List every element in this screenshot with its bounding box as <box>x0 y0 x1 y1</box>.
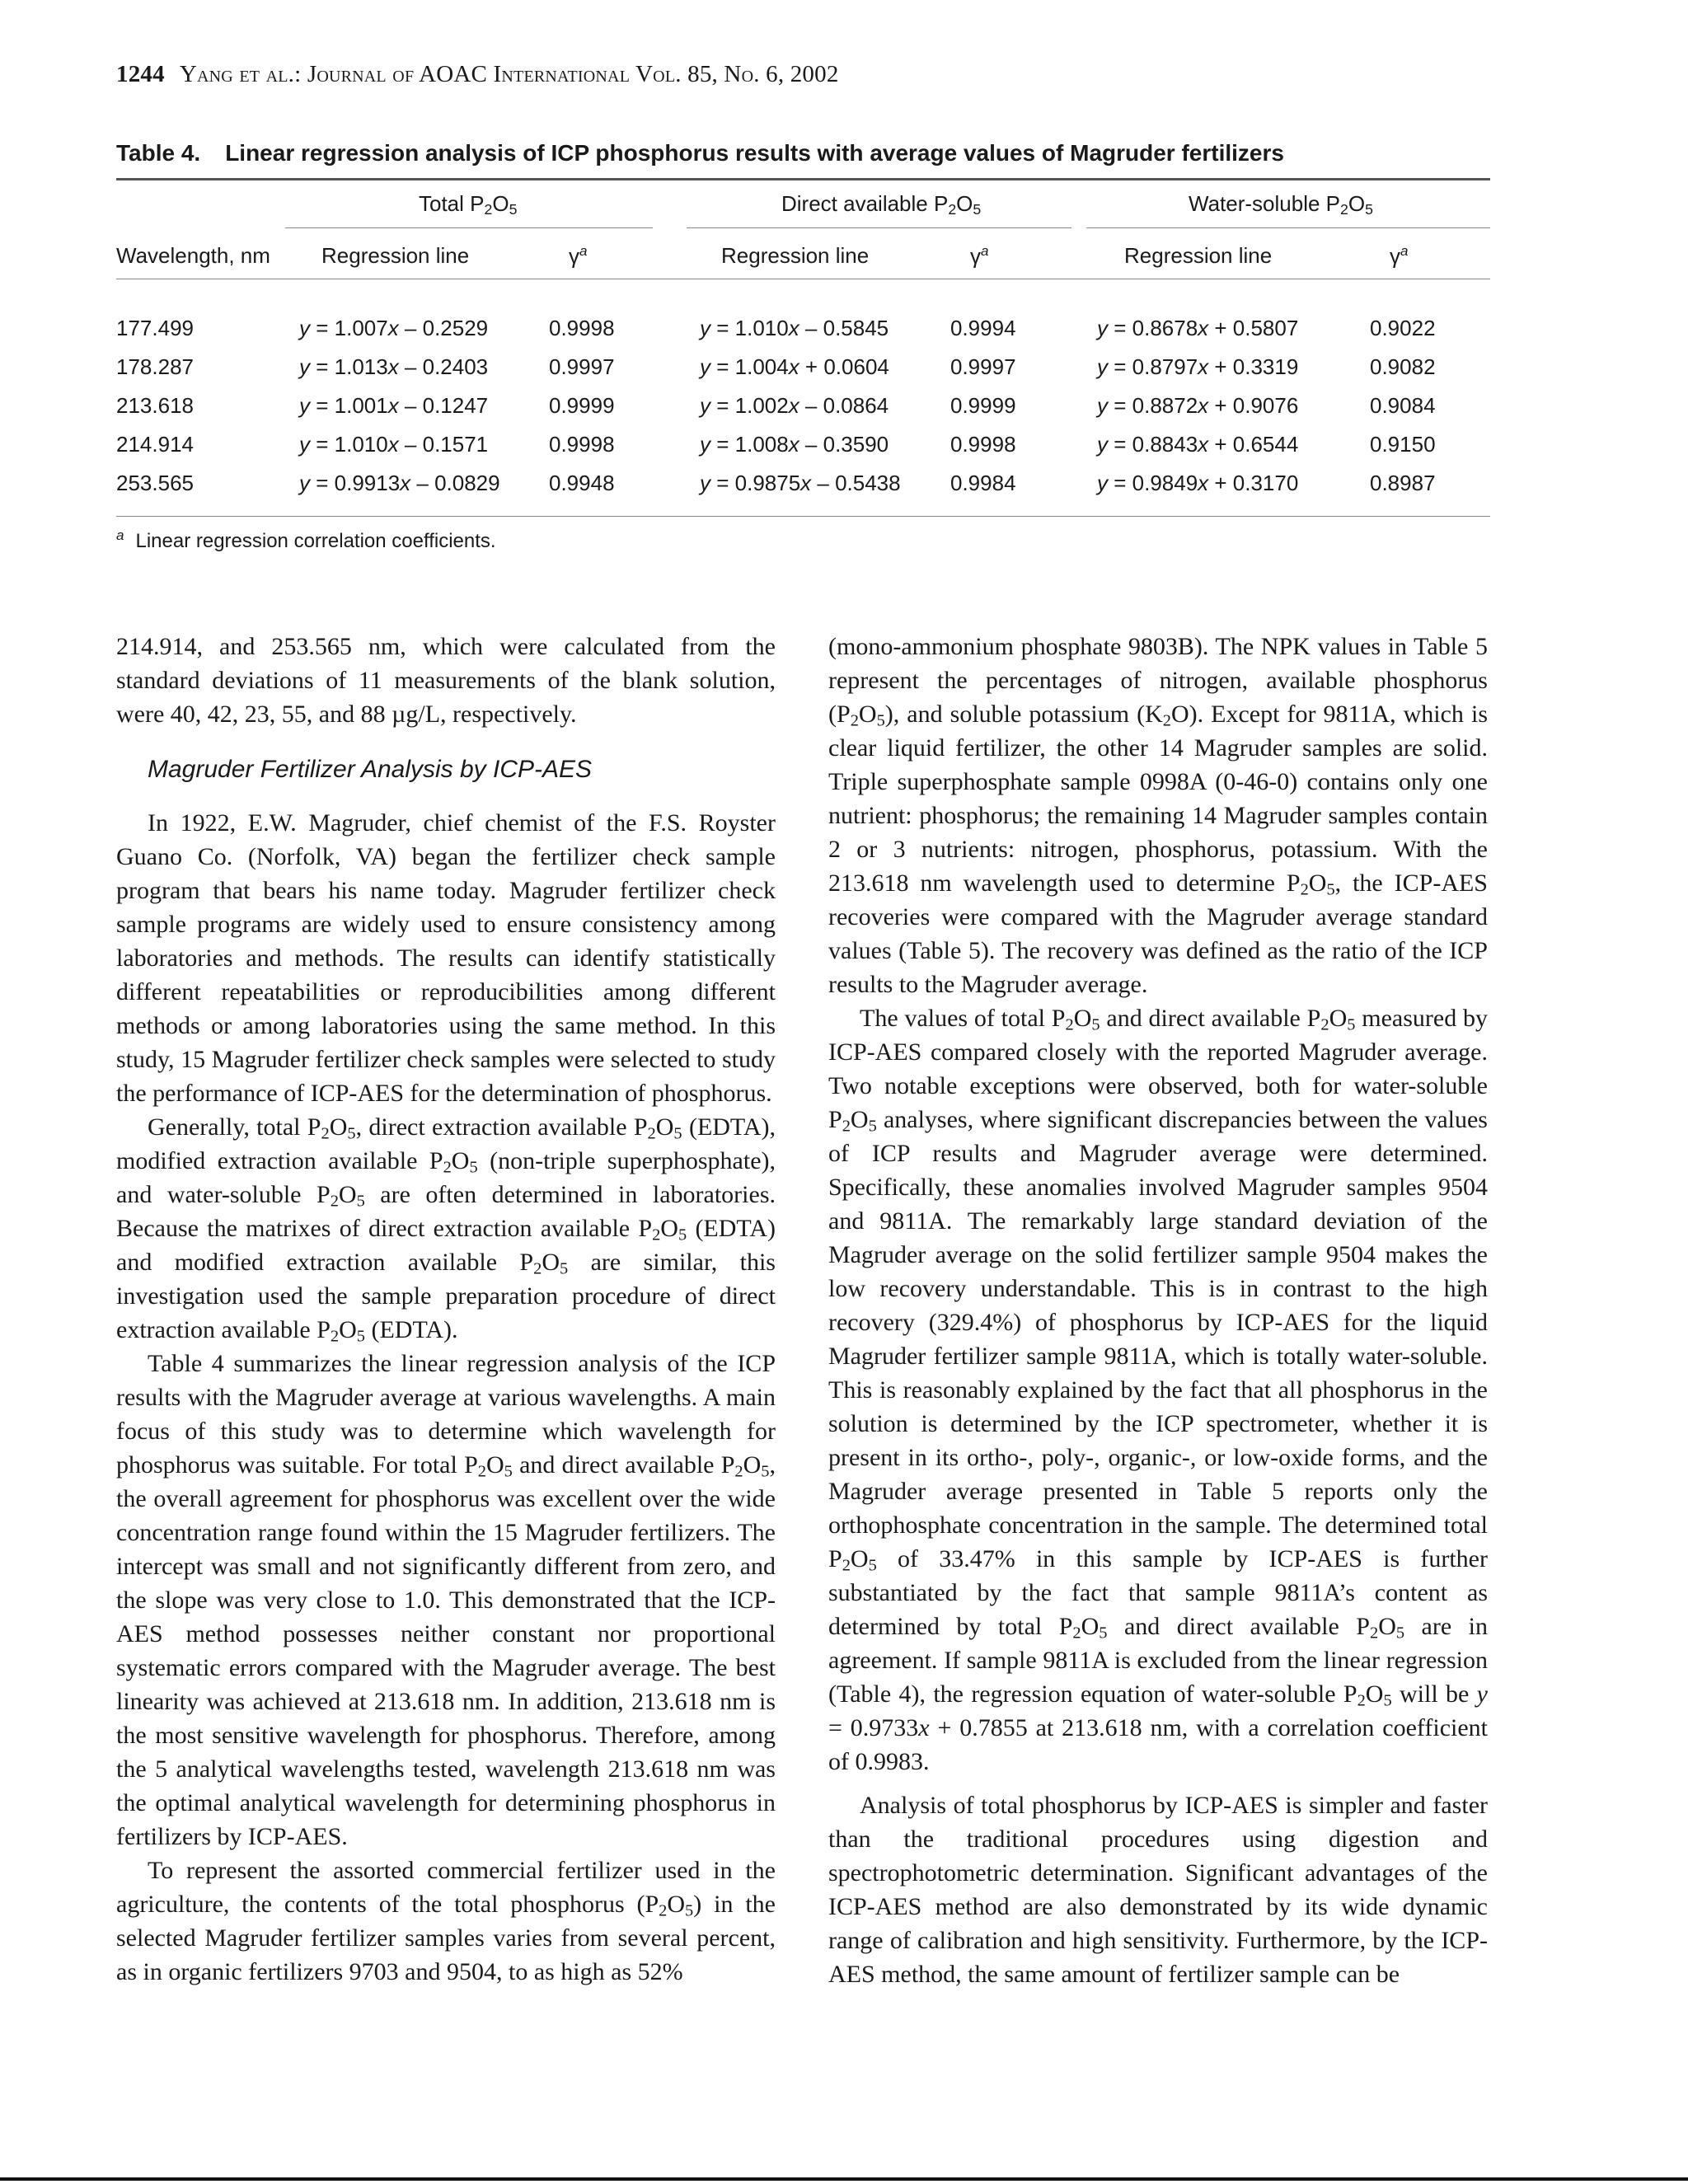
cell-wavelength: 253.565 <box>116 471 194 495</box>
cell-total-gamma: 0.9997 <box>549 354 615 379</box>
cell-direct-gamma: 0.9994 <box>950 316 1016 340</box>
footnote-mark: a <box>116 527 124 543</box>
table-caption <box>116 140 1493 166</box>
cell-total-regression: y = 1.001x – 0.1247 <box>299 393 489 418</box>
cell-wavelength: 177.499 <box>116 316 194 340</box>
cell-wavelength: 178.287 <box>116 354 194 379</box>
cell-total-regression: y = 1.013x – 0.2403 <box>299 354 489 379</box>
cell-water-regression: y = 0.9849x + 0.3170 <box>1097 471 1299 495</box>
cell-direct-gamma: 0.9998 <box>950 432 1016 457</box>
table-caption-text: Linear regression analysis of ICP phosphorus results with average values of Magruder fertilizers <box>225 140 1284 166</box>
col-header-direct-regression: Regression line <box>721 243 870 268</box>
group-header-total <box>419 191 517 217</box>
right-paragraph-2: Analysis of total phosphorus by ICP-AES is simpler and faster than the traditional procedures using digestion and spectrophotometric determination. Significant advantages of the ICP-AES method are also demonstrated by its wide dynamic range of calibration and high sensitivity. Furthermore, by the ICP-AES method, the same amount of fertilizer sample can be <box>828 1792 1488 1988</box>
cell-water-regression: y = 0.8872x + 0.9076 <box>1097 393 1299 418</box>
cell-direct-regression: y = 0.9875x – 0.5438 <box>700 471 901 495</box>
right-paragraph-0: (mono-ammonium phosphate 9803B). The NPK values in Table 5 represent the percentages of nitrogen, available phosphorus $(P_2O_5)$, and soluble potassium $(K_2O)$. Except for 9811A, which is clear liquid fertilizer, the other 14 Magruder samples are solid. Triple superphosphate sample 0998A (0-46-0) contains only one nutrient: phosphorus; the remaining 14 Magruder samples contain 2 or 3 nutrients: nitrogen, phosphorus, potassium. With the 213.618 nm wavelength used to determine $P_2O_5$, the ICP-AES recoveries were compared with the Magruder average standard values (Table 5). The recovery was defined as the ratio of the ICP results to the Magruder average. <box>828 633 1488 998</box>
cell-total-regression: y = 1.010x – 0.1571 <box>299 432 489 457</box>
left-paragraph-2: Generally, total $P_2O_5$, direct extraction available $P_2O_5$ (EDTA), modified extraction available $P_2O_5$ (non-triple superphosphate), and water-soluble $P_2O_5$ are often determined in laboratories. Because the matrixes of direct extraction available $P_2O_5$ (EDTA) and modified extraction available $P_2O_5$ are similar, this investigation used the sample preparation procedure of direct extraction available $P_2O_5$ (EDTA). <box>116 1113 776 1346</box>
group-rule-total <box>285 227 653 228</box>
cell-water-regression: y = 0.8843x + 0.6544 <box>1097 432 1299 457</box>
left-intro-paragraph: 214.914, and 253.565 nm, which were calculated from the standard deviations of 11 measurements of the blank solution, were 40, 42, 23, 55, and 88 µg/L, respectively. <box>116 633 776 728</box>
col-header-direct-gamma <box>970 243 988 269</box>
table-label: Table 4. <box>116 140 201 166</box>
table-footnote <box>116 527 496 553</box>
cell-total-regression: y = 0.9913x – 0.0829 <box>299 471 500 495</box>
col-header-wavelength: Wavelength, nm <box>116 243 270 268</box>
group-header-total-text: Total $P_2O_5$ <box>419 191 518 218</box>
cell-direct-gamma: 0.9997 <box>950 354 1016 379</box>
cell-total-gamma: 0.9948 <box>549 471 615 495</box>
group-rule-water <box>1086 227 1490 228</box>
gamma-footnote-mark: a <box>1400 243 1409 259</box>
page-number: 1244 <box>116 61 165 87</box>
left-paragraph-4: To represent the assorted commercial fertilizer used in the agriculture, the contents of the total phosphorus $(P_2O_5)$ in the selected Magruder fertilizer samples varies from several percent, as in organic fertilizers 9703 and 9504, to as high as 52% <box>116 1857 776 1985</box>
cell-water-regression: y = 0.8797x + 0.3319 <box>1097 354 1299 379</box>
cell-direct-regression: y = 1.002x – 0.0864 <box>700 393 889 418</box>
cell-wavelength: 214.914 <box>116 432 194 457</box>
cell-total-regression: y = 1.007x – 0.2529 <box>299 316 489 340</box>
col-header-water-regression: Regression line <box>1124 243 1273 268</box>
table-top-rule <box>116 178 1490 180</box>
cell-direct-gamma: 0.9984 <box>950 471 1016 495</box>
page-bottom-rule <box>0 2177 1688 2181</box>
group-header-water-text: Water-soluble $P_2O_5$ <box>1189 191 1373 218</box>
col-header-total-regression: Regression line <box>321 243 470 268</box>
cell-direct-regression: y = 1.004x + 0.0604 <box>700 354 889 379</box>
group-rule-direct <box>687 227 1071 228</box>
section-heading: Magruder Fertilizer Analysis by ICP-AES <box>148 756 593 783</box>
cell-water-regression: y = 0.8678x + 0.5807 <box>1097 316 1299 340</box>
col-header-total-gamma <box>569 243 587 269</box>
cell-water-gamma: 0.9150 <box>1370 432 1436 457</box>
cell-wavelength: 213.618 <box>116 393 194 418</box>
cell-water-gamma: 0.9022 <box>1370 316 1436 340</box>
cell-direct-regression: y = 1.010x – 0.5845 <box>700 316 889 340</box>
table-bottom-rule <box>116 516 1490 517</box>
group-header-direct-text: Direct available $P_2O_5$ <box>781 191 982 218</box>
cell-direct-gamma: 0.9999 <box>950 393 1016 418</box>
right-paragraph-1: The values of total $P_2O_5$ and direct available $P_2O_5$ measured by ICP-AES compared closely with the reported Magruder average. Two notable exceptions were observed, both for water-soluble $P_2O_5$ analyses, where significant discrepancies between the values of ICP results and Magruder average were determined. Specifically, these anomalies involved Magruder samples 9504 and 9811A. The remarkably large standard deviation of the Magruder average on the solid fertilizer sample 9504 makes the low recovery understandable. This is in contrast to the high recovery (329.4%) of phosphorus by ICP-AES for the liquid Magruder fertilizer sample 9811A, which is totally water-soluble. This is reasonably explained by the fact that all phosphorus in the solution is determined by the ICP spectrometer, whether it is present in its ortho-, poly-, organic-, or low-oxide forms, and the Magruder average presented in Table 5 reports only the orthophosphate concentration in the sample. The determined total $P_2O_5$ of 33.47% in this sample by ICP-AES is further substantiated by the fact that sample 9811A’s content as determined by total $P_2O_5$ and direct available $P_2O_5$ are in agreement. If sample 9811A is excluded from the linear regression (Table 4), the regression equation of water-soluble $P_2O_5$ will be y = 0.9733x + 0.7855 at 213.618 nm, with a correlation coefficient of 0.9983. <box>828 1005 1488 1775</box>
cell-direct-regression: y = 1.008x – 0.3590 <box>700 432 889 457</box>
running-head <box>116 61 839 88</box>
group-header-water <box>1189 191 1373 217</box>
gamma-footnote-mark: a <box>579 243 588 259</box>
cell-water-gamma: 0.9082 <box>1370 354 1436 379</box>
group-header-direct <box>781 191 981 217</box>
gamma-symbol: γ <box>1390 243 1400 269</box>
cell-water-gamma: 0.8987 <box>1370 471 1436 495</box>
cell-water-gamma: 0.9084 <box>1370 393 1436 418</box>
left-column <box>116 630 776 1989</box>
left-paragraph-3: Table 4 summarizes the linear regression analysis of the ICP results with the Magruder average at various wavelengths. A main focus of this study was to determine which wavelength for phosphorus was suitable. For total $P_2O_5$ and direct available $P_2O_5$, the overall agreement for phosphorus was excellent over the wide concentration range found within the 15 Magruder fertilizers. The intercept was small and not significantly different from zero, and the slope was very close to 1.0. This demonstrated that the ICP-AES method possesses neither constant nor proportional systematic errors compared with the Magruder average. The best linearity was achieved at 213.618 nm. In addition, 213.618 nm is the most sensitive wavelength for phosphorus. Therefore, among the 5 analytical wavelengths tested, wavelength 213.618 nm was the optimal analytical wavelength for determining phosphorus in fertilizers by ICP-AES. <box>116 1350 776 1850</box>
cell-total-gamma: 0.9998 <box>549 432 615 457</box>
right-column <box>828 630 1488 1991</box>
running-title: Yang et al.: Journal of AOAC International Vol. 85, No. 6, 2002 <box>179 61 839 87</box>
left-paragraph-1: In 1922, E.W. Magruder, chief chemist of the F.S. Royster Guano Co. (Norfolk, VA) began the fertilizer check sample program that bears his name today. Magruder fertilizer check sample programs are widely used to ensure consistency among laboratories and methods. The results can identify statistically different repeatabilities or reproducibilities among different methods or among laboratories using the same method. In this study, 15 Magruder fertilizer check samples were selected to study the performance of ICP-AES for the determination of phosphorus. <box>116 809 776 1107</box>
cell-total-gamma: 0.9999 <box>549 393 615 418</box>
col-header-water-gamma <box>1390 243 1408 269</box>
footnote-text: Linear regression correlation coefficients. <box>135 530 496 552</box>
gamma-symbol: γ <box>569 243 579 269</box>
gamma-symbol: γ <box>970 243 981 269</box>
cell-total-gamma: 0.9998 <box>549 316 615 340</box>
gamma-footnote-mark: a <box>981 243 989 259</box>
